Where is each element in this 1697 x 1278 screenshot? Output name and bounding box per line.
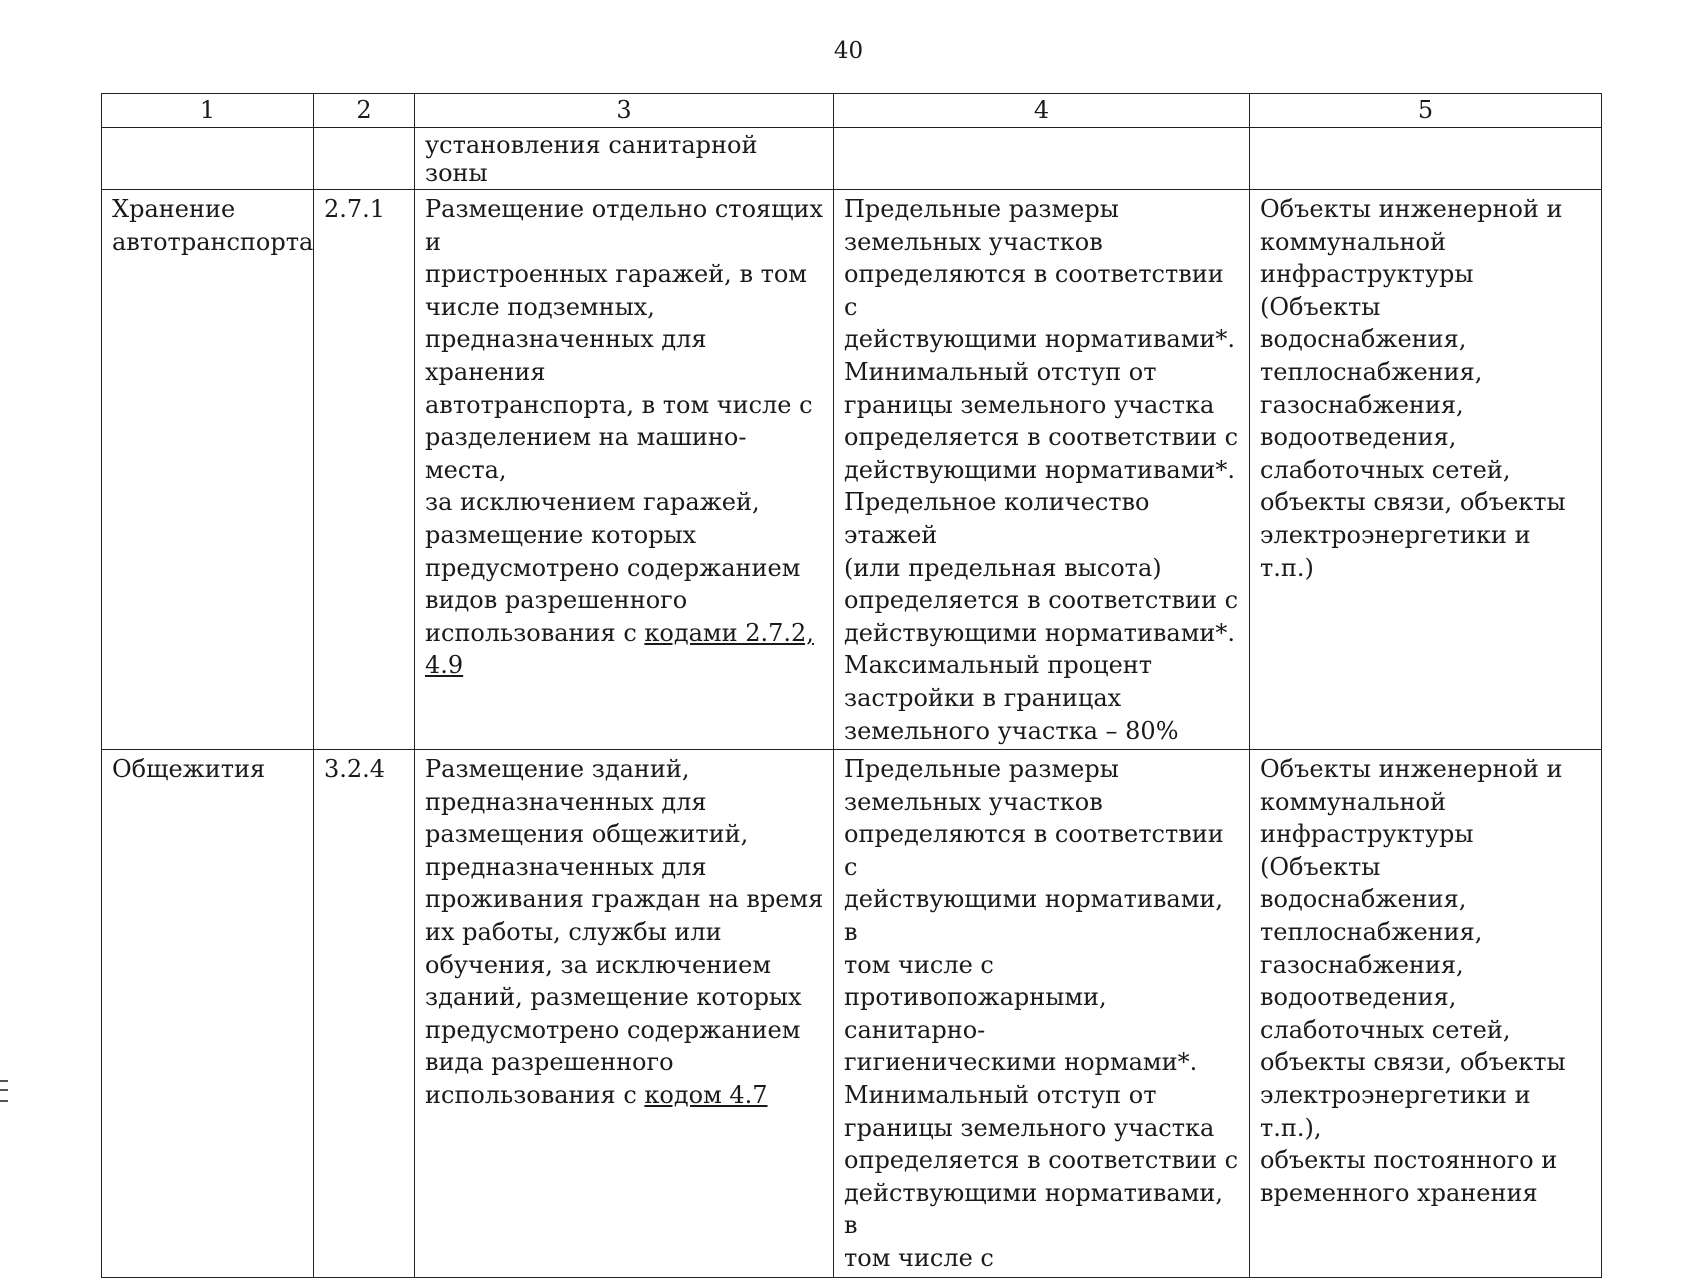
code-reference-link[interactable]: кодами 2.7.2, 4.9 <box>425 618 814 680</box>
use-name-cell: Хранение автотранспорта <box>102 190 314 750</box>
parameters-cell: Предельные размеры земельных участков определяются в соответствии с действующими нормативами*. Минимальный отступ от границы земельного участка определяется в соответствии с действующими нормативами*. Предельное количество этажей (или предельная высота) определяется в соответствии с действующими нормативами*. Максимальный процент застройки в границах земельного участка – 80% <box>834 190 1250 750</box>
use-description-cell <box>415 190 834 750</box>
auxiliary-objects-cell: Объекты инженерной и коммунальной инфраструктуры (Объекты водоснабжения, теплоснабжения, газоснабжения, водоотведения, слаботочных сетей, объекты связи, объекты электроэнергетики и т.п.) <box>1250 190 1602 750</box>
header-col-1: 1 <box>102 94 314 128</box>
header-col-2: 2 <box>314 94 415 128</box>
continuation-cell-5 <box>1250 128 1602 190</box>
header-col-5: 5 <box>1250 94 1602 128</box>
description-text: Размещение зданий, предназначенных для размещения общежитий, предназначенных для проживания граждан на время их работы, службы или обучения, за исключением зданий, размещение которых предусмотрено содержанием вида разрешенного использования с <box>425 755 824 1110</box>
header-col-4: 4 <box>834 94 1250 128</box>
continuation-cell-3: установления санитарной зоны <box>415 128 834 190</box>
table-row <box>102 190 1602 750</box>
scan-edge-mark <box>0 1080 8 1102</box>
header-col-3: 3 <box>415 94 834 128</box>
code-reference-link[interactable]: кодом 4.7 <box>644 1081 768 1110</box>
land-use-table <box>101 93 1602 1278</box>
use-description-cell <box>415 750 834 1278</box>
continuation-cell-4 <box>834 128 1250 190</box>
table-row <box>102 750 1602 1278</box>
header-row <box>102 94 1602 128</box>
use-code-cell: 3.2.4 <box>314 750 415 1278</box>
continuation-cell-2 <box>314 128 415 190</box>
auxiliary-objects-cell: Объекты инженерной и коммунальной инфраструктуры (Объекты водоснабжения, теплоснабжения, газоснабжения, водоотведения, слаботочных сетей, объекты связи, объекты электроэнергетики и т.п.), объекты постоянного и временного хранения <box>1250 750 1602 1278</box>
description-text: Размещение отдельно стоящих и пристроенных гаражей, в том числе подземных, предназначенных для хранения автотранспорта, в том числе с разделением на машино-места, за исключением гаражей, размещение которых предусмотрено содержанием видов разрешенного использования с <box>425 195 824 647</box>
continuation-cell-1 <box>102 128 314 190</box>
use-code-cell: 2.7.1 <box>314 190 415 750</box>
page-number: 40 <box>833 38 864 64</box>
continuation-row <box>102 128 1602 190</box>
parameters-cell: Предельные размеры земельных участков определяются в соответствии с действующими нормативами, в том числе с противопожарными, санитарно- гигиеническими нормами*. Минимальный отступ от границы земельного участка определяется в соответствии с действующими нормативами, в том числе с <box>834 750 1250 1278</box>
use-name-cell: Общежития <box>102 750 314 1278</box>
